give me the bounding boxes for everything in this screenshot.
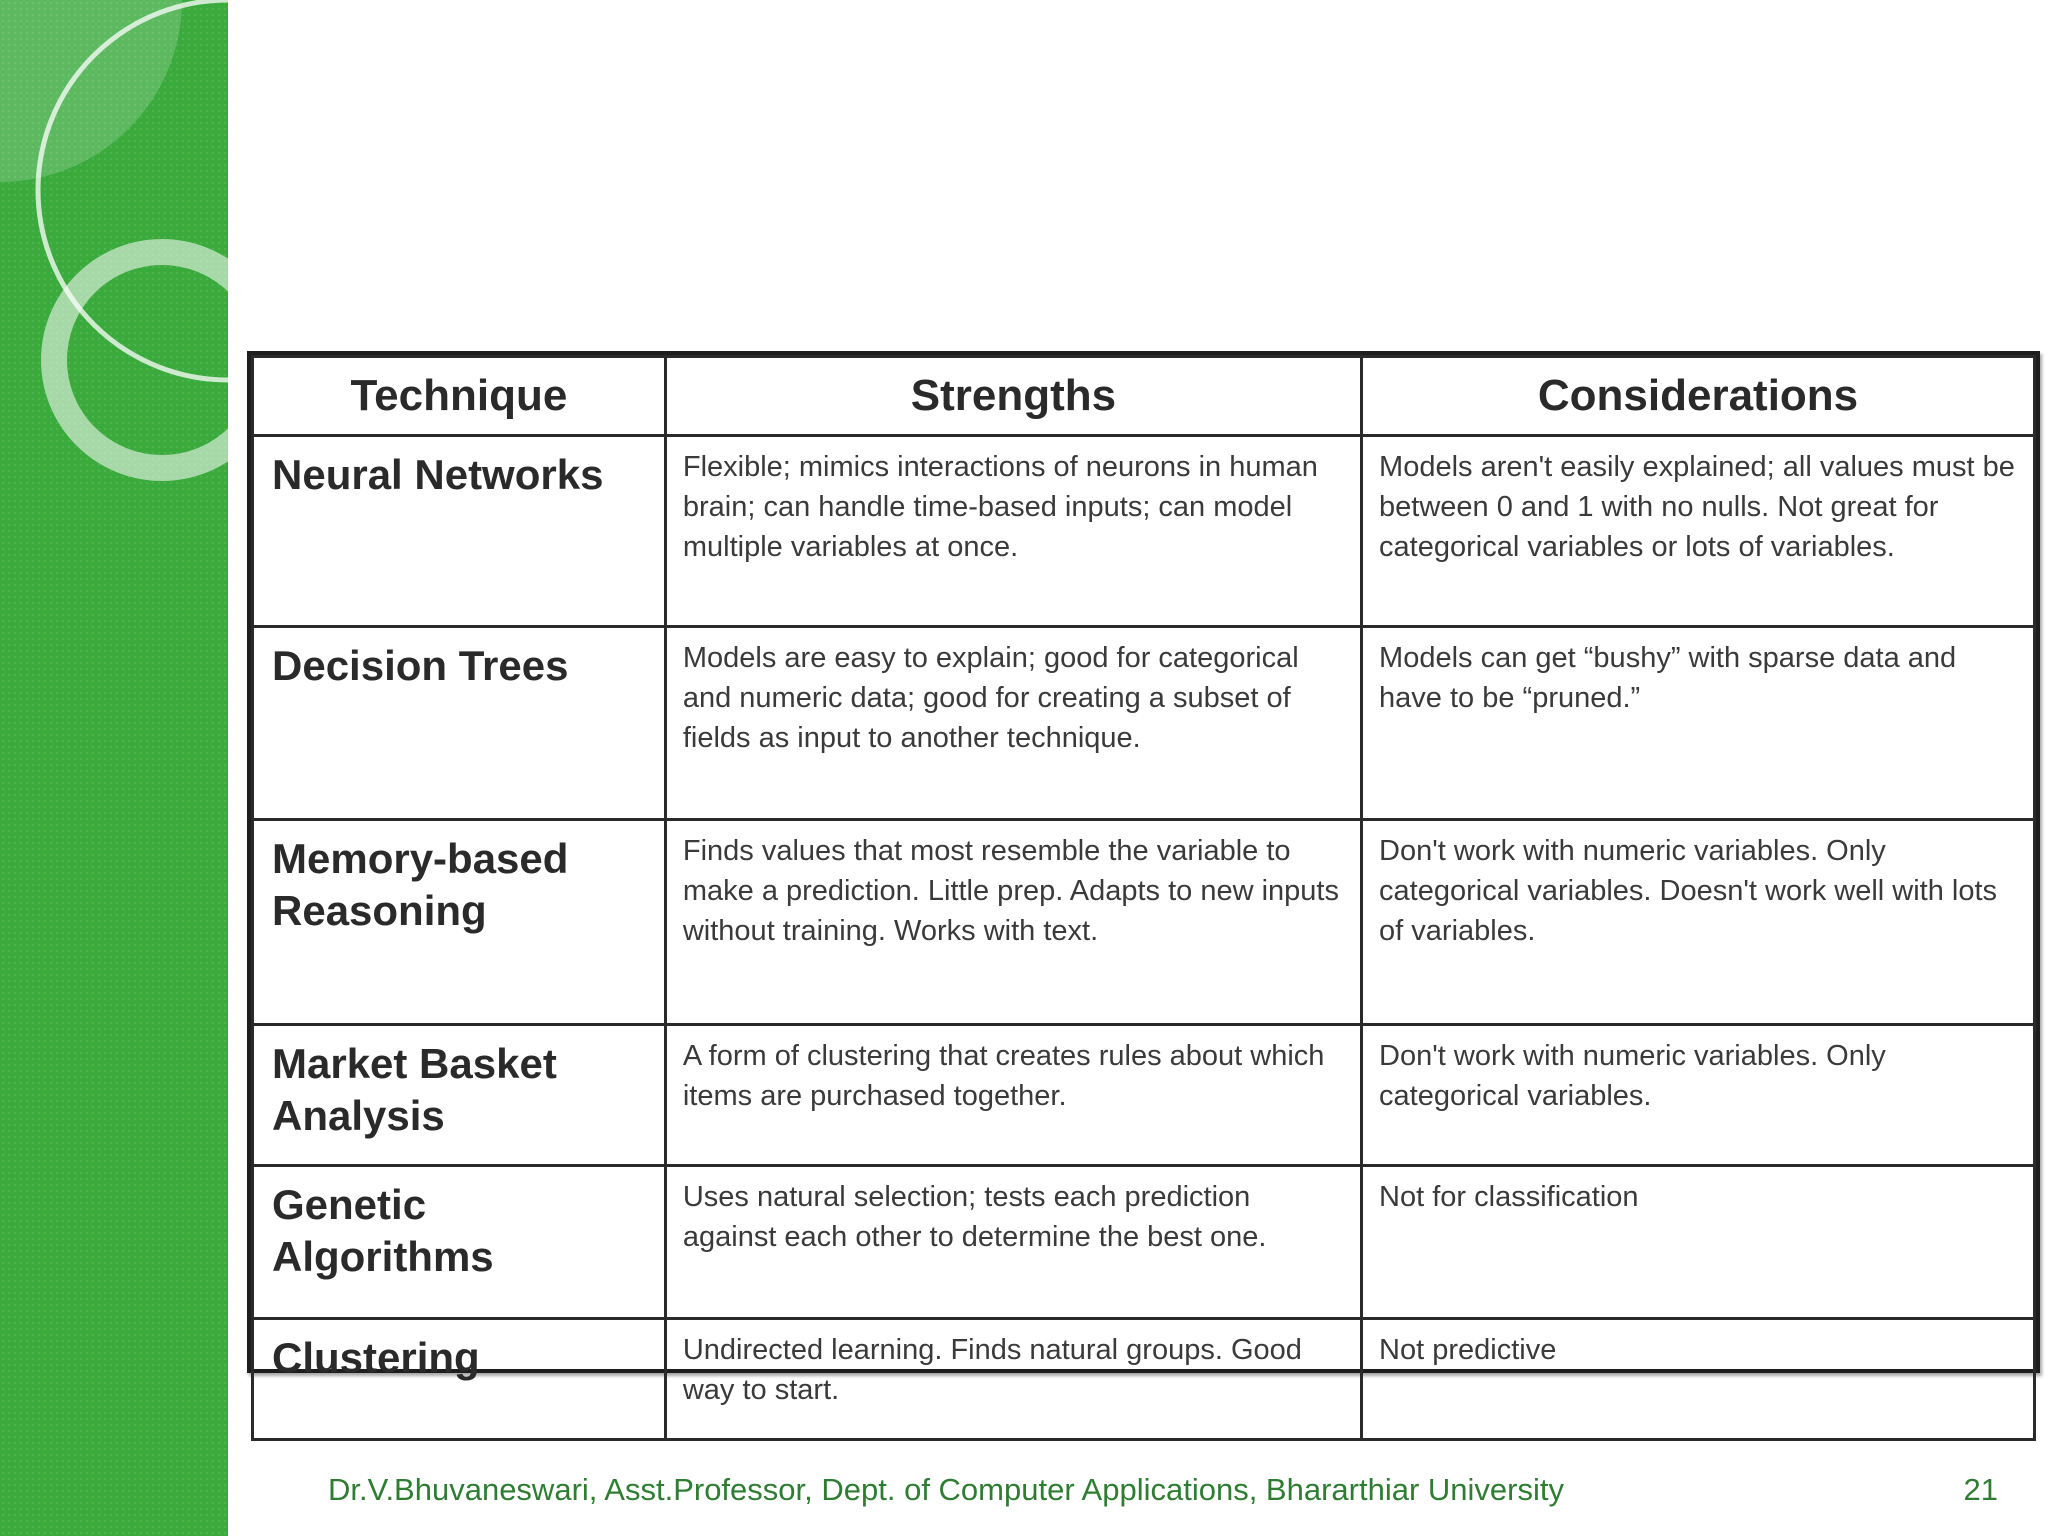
strengths-cell: Uses natural selection; tests each prediction against each other to determine the best one. (665, 1166, 1361, 1319)
considerations-cell: Don't work with numeric variables. Only categorical variables. (1362, 1025, 2035, 1166)
technique-cell: Decision Trees (253, 627, 666, 820)
considerations-cell: Models aren't easily explained; all values must be between 0 and 1 with no nulls. Not great for categorical variables or lots of variables. (1362, 436, 2035, 627)
comparison-table (247, 351, 2040, 1406)
technique-cell: Neural Networks (253, 436, 666, 627)
strengths-cell: Undirected learning. Finds natural groups. Good way to start. (665, 1319, 1361, 1440)
table-row (253, 1025, 2035, 1166)
considerations-cell: Models can get “bushy” with sparse data and have to be “pruned.” (1362, 627, 2035, 820)
considerations-cell: Not predictive (1362, 1319, 2035, 1440)
table-header-row (253, 357, 2035, 436)
footer-credit: Dr.V.Bhuvaneswari, Asst.Professor, Dept. of Computer Applications, Bhararthiar University (328, 1472, 1564, 1507)
technique-cell: Clustering (253, 1319, 666, 1440)
decorative-sidebar (0, 0, 228, 1536)
table-row (253, 627, 2035, 820)
table-row (253, 1166, 2035, 1319)
strengths-cell: Flexible; mimics interactions of neurons in human brain; can handle time-based inputs; can model multiple variables at once. (665, 436, 1361, 627)
considerations-cell: Not for classification (1362, 1166, 2035, 1319)
technique-cell: Genetic Algorithms (253, 1166, 666, 1319)
strengths-cell: Finds values that most resemble the variable to make a prediction. Little prep. Adapts to new inputs without training. Works with text. (665, 820, 1361, 1025)
technique-cell: Market Basket Analysis (253, 1025, 666, 1166)
page-number: 21 (1963, 1472, 1998, 1507)
technique-cell: Memory-based Reasoning (253, 820, 666, 1025)
table-row (253, 1319, 2035, 1440)
column-header-technique: Technique (253, 357, 666, 436)
column-header-considerations: Considerations (1362, 357, 2035, 436)
table-row (253, 820, 2035, 1025)
strengths-cell: Models are easy to explain; good for categorical and numeric data; good for creating a subset of fields as input to another technique. (665, 627, 1361, 820)
considerations-cell: Don't work with numeric variables. Only categorical variables. Doesn't work well with lots of variables. (1362, 820, 2035, 1025)
strengths-cell: A form of clustering that creates rules about which items are purchased together. (665, 1025, 1361, 1166)
decorative-circles (0, 0, 228, 520)
table-row (253, 436, 2035, 627)
column-header-strengths: Strengths (665, 357, 1361, 436)
